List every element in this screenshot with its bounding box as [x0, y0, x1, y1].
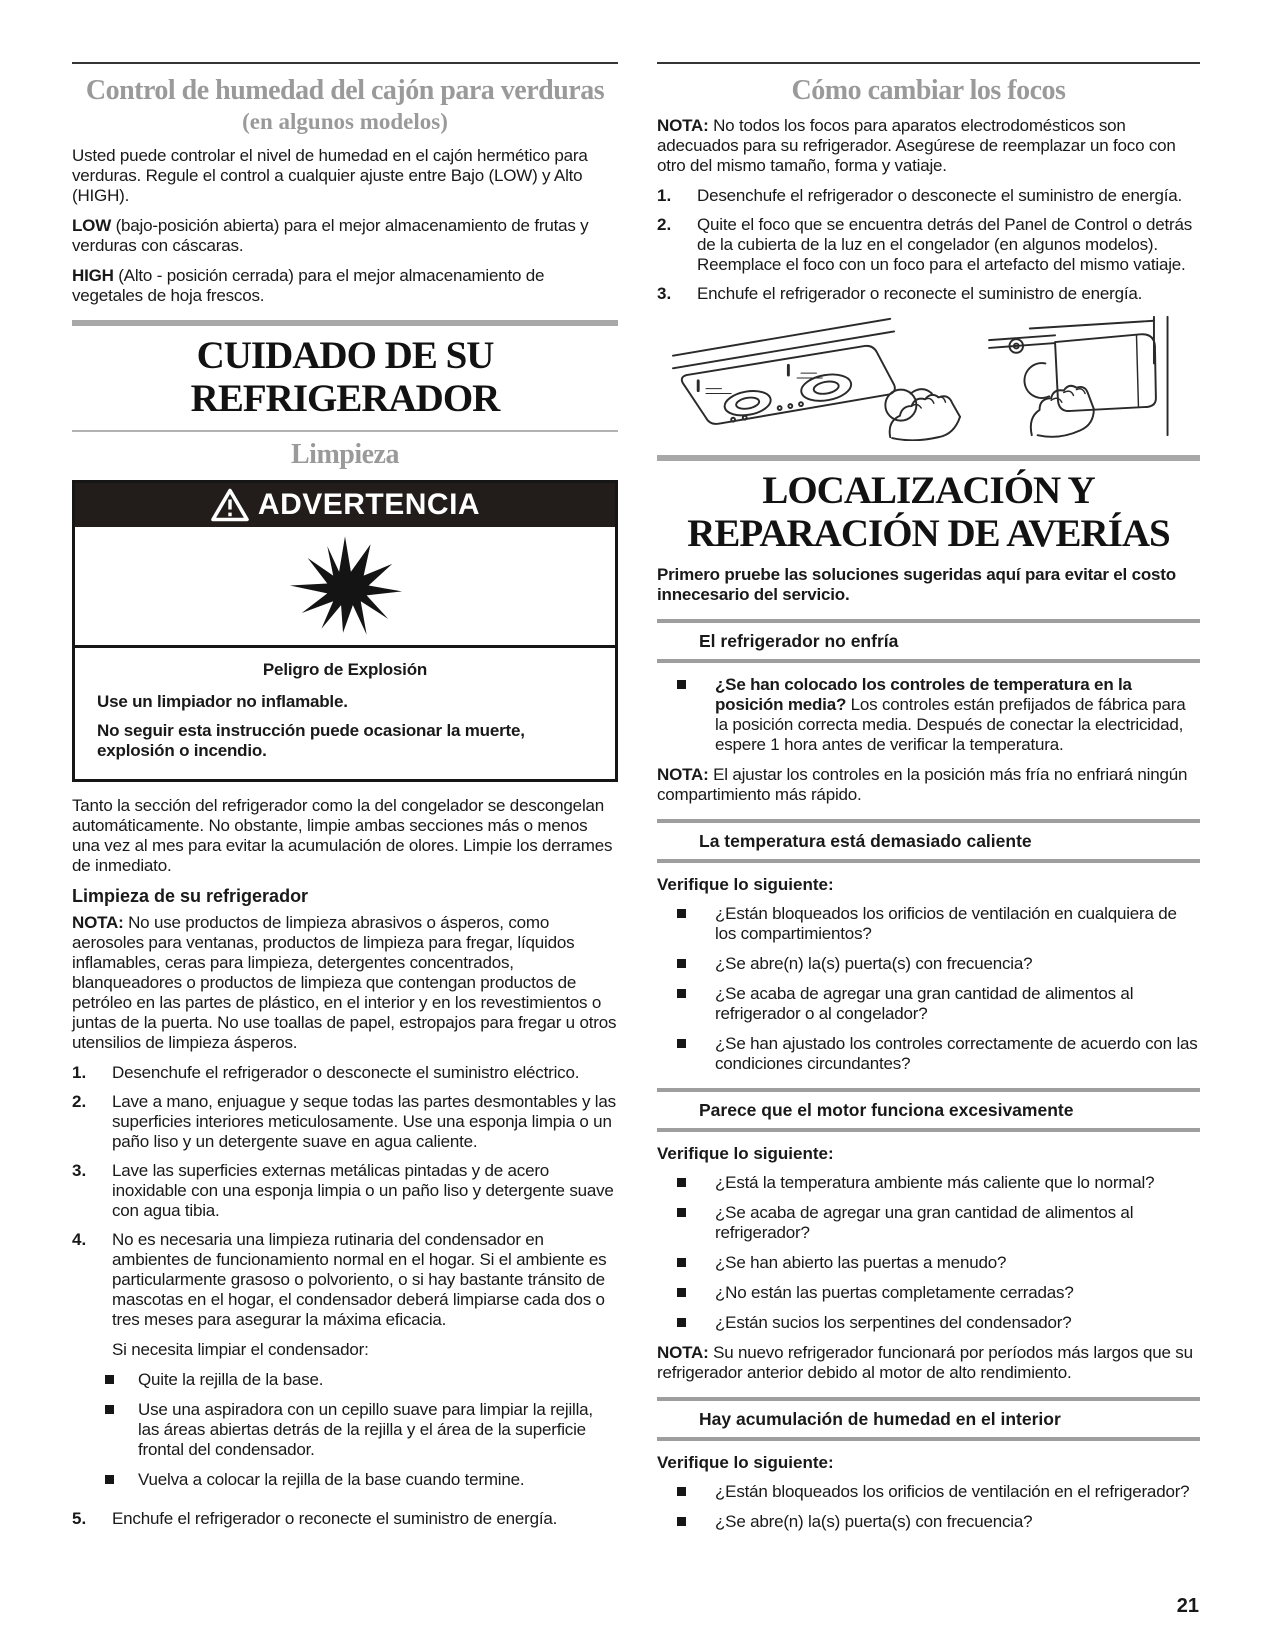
bullet-square-icon — [677, 675, 715, 755]
numbered-step — [72, 1063, 618, 1083]
bullet-item — [657, 1034, 1200, 1074]
cleaning-title: Limpieza — [291, 439, 399, 470]
bullet-text: Vuelva a colocar la rejilla de la base cuando termine. — [138, 1470, 525, 1489]
bullet-text: ¿Está la temperatura ambiente más caliente que lo normal? — [715, 1173, 1155, 1192]
bullet-item — [657, 675, 1200, 755]
bullet-item — [657, 1482, 1200, 1502]
warning-header-bar — [75, 483, 615, 527]
bullet-text: ¿Se han ajustado los controles correctamente de acuerdo con las condiciones circundantes? — [715, 1034, 1198, 1073]
step-text: Desenchufe el refrigerador o desconecte el suministro eléctrico. — [112, 1063, 580, 1082]
step-text: Desenchufe el refrigerador o desconecte el suministro de energía. — [697, 186, 1183, 205]
humidity-section-title: Control de humedad del cajón para verduras — [85, 75, 605, 106]
bullet-item — [105, 1470, 618, 1490]
section-nota — [657, 1343, 1200, 1383]
bulb-replacement-illustration — [657, 313, 1200, 441]
verify-heading: Verifique lo siguiente: — [657, 875, 834, 894]
numbered-step — [72, 1161, 618, 1221]
step-text — [112, 1230, 618, 1500]
humidity-section-subtitle: (en algunos modelos) — [242, 109, 448, 134]
nota-text: Su nuevo refrigerador funcionará por períodos más largos que su refrigerador anterior debido al motor de alto rendimiento. — [657, 1343, 1193, 1382]
numbered-step — [657, 215, 1200, 275]
high-setting-paragraph — [72, 266, 618, 306]
bullet-item — [105, 1400, 618, 1460]
bulbs-section-title: Cómo cambiar los focos — [791, 75, 1066, 106]
troubleshooting-title — [657, 469, 1200, 555]
troubleshooting-top-rule — [657, 455, 1200, 461]
column-top-rule — [657, 62, 1200, 64]
verify-heading: Verifique lo siguiente: — [657, 1453, 834, 1472]
numbered-step — [72, 1230, 618, 1500]
bullet-text: ¿Están sucios los serpentines del condensador? — [715, 1313, 1072, 1332]
bullet-text: ¿Se acaba de agregar una gran cantidad de alimentos al refrigerador o al congelador? — [715, 984, 1134, 1023]
bullet-text: ¿Se han abierto las puertas a menudo? — [715, 1253, 1007, 1272]
care-title: CUIDADO DE SU REFRIGERADOR — [190, 334, 500, 420]
bullet-item — [657, 1173, 1200, 1193]
bullet-square-icon — [677, 1512, 715, 1532]
bullet-item — [657, 904, 1200, 944]
bullet-text: ¿Están bloqueados los orificios de ventilación en cualquiera de los compartimientos? — [715, 904, 1177, 943]
bullet-item — [657, 954, 1200, 974]
numbered-step — [72, 1092, 618, 1152]
step-number: 1. — [72, 1063, 87, 1082]
bullet-text: ¿No están las puertas completamente cerradas? — [715, 1283, 1074, 1302]
condenser-note: Si necesita limpiar el condensador: — [112, 1340, 369, 1359]
step-number: 2. — [657, 215, 672, 234]
bullet-square-icon — [677, 1283, 715, 1303]
troubleshoot-section-header: Parece que el motor funciona excesivamente — [657, 1088, 1200, 1132]
low-setting-paragraph — [72, 216, 618, 256]
bullet-text: ¿Se acaba de agregar una gran cantidad de alimentos al refrigerador? — [715, 1203, 1134, 1242]
warning-text-area — [75, 648, 615, 779]
bullet-item — [657, 1253, 1200, 1273]
bullet-item — [657, 984, 1200, 1024]
bullet-square-icon — [677, 1034, 715, 1074]
numbered-step — [72, 1509, 618, 1529]
warning-header-label: ADVERTENCIA — [257, 488, 481, 521]
bullet-square-icon — [677, 1482, 715, 1502]
high-label: HIGH — [72, 266, 114, 285]
bullet-square-icon — [677, 1253, 715, 1273]
bullet-item — [657, 1313, 1200, 1333]
bullet-text — [715, 675, 1200, 755]
bullet-square-icon — [105, 1370, 138, 1390]
step-number: 2. — [72, 1092, 87, 1111]
bullet-square-icon — [677, 1173, 715, 1193]
verify-heading: Verifique lo siguiente: — [657, 1144, 834, 1163]
troubleshoot-section-header: El refrigerador no enfría — [657, 619, 1200, 663]
step-number: 3. — [657, 284, 672, 303]
left-column — [72, 62, 618, 1538]
bullet-item — [657, 1203, 1200, 1243]
bullet-square-icon — [677, 1313, 715, 1333]
warning-box — [72, 480, 618, 782]
nota-text: No use productos de limpieza abrasivos o ásperos, como aerosoles para ventanas, productos de limpieza para fregar, líquidos inflamables, ceras para limpieza, detergentes concentrados, blanqueadores o productos de limpieza que contengan productos de petróleo en las partes de plástico, en el interior y en los revestimientos o juntas de la puerta. No use toallas de papel, estropajos para fregar u otros utensilios de limpieza ásperos. — [72, 913, 617, 1052]
bullet-square-icon — [677, 984, 715, 1024]
step-number: 1. — [657, 186, 672, 205]
bullet-text: ¿Se abre(n) la(s) puerta(s) con frecuencia? — [715, 954, 1033, 973]
defrost-paragraph: Tanto la sección del refrigerador como la del congelador se descongelan automáticamente. No obstante, limpie ambas secciones más o menos una vez al mes para evitar la acumulación de olores. Limpie los derrames de inmediato. — [72, 796, 613, 875]
warning-line-1: Use un limpiador no inflamable. — [97, 692, 348, 711]
warning-triangle-icon — [210, 487, 250, 523]
troubleshooting-title-line1: LOCALIZACIÓN Y — [762, 469, 1095, 512]
troubleshooting-intro: Primero pruebe las soluciones sugeridas aquí para evitar el costo innecesario del servicio. — [657, 565, 1176, 604]
bullet-text: ¿Están bloqueados los orificios de ventilación en el refrigerador? — [715, 1482, 1190, 1501]
section-nota — [657, 765, 1200, 805]
warning-line-2: No seguir esta instrucción puede ocasionar la muerte, explosión o incendio. — [97, 721, 525, 760]
bullet-text: ¿Se abre(n) la(s) puerta(s) con frecuencia? — [715, 1512, 1033, 1531]
step-text: Enchufe el refrigerador o reconecte el suministro de energía. — [697, 284, 1143, 303]
column-top-rule — [72, 62, 618, 64]
step-text-main: No es necesaria una limpieza rutinaria del condensador en ambientes de funcionamiento normal en el hogar. Si el ambiente es particularmente grasoso o polvoriento, o si hay bastante tránsito de mascotas en el hogar, el condensador deberá limpiarse cada dos o tres meses para asegurar la máxima eficacia. — [112, 1230, 607, 1329]
right-column — [657, 62, 1200, 1542]
humidity-paragraph: Usted puede controlar el nivel de humedad en el cajón hermético para verduras. Regule el control a cualquier ajuste entre Bajo (LOW) y Alto (HIGH). — [72, 146, 588, 205]
low-text: (bajo-posición abierta) para el mejor almacenamiento de frutas y verduras con cáscaras. — [72, 216, 589, 255]
troubleshoot-section-header: La temperatura está demasiado caliente — [657, 819, 1200, 863]
cleaning-subheading: Limpieza de su refrigerador — [72, 886, 309, 906]
page-number: 21 — [1176, 1595, 1199, 1617]
bulbs-nota — [657, 116, 1200, 176]
step-number: 5. — [72, 1509, 87, 1528]
high-text: (Alto - posición cerrada) para el mejor almacenamiento de vegetales de hoja frescos. — [72, 266, 545, 305]
bullet-square-icon — [105, 1470, 138, 1490]
nota-label: NOTA: — [657, 116, 709, 135]
cleaning-nota — [72, 913, 618, 1053]
care-bottom-rule — [72, 430, 618, 432]
bullet-text: Use una aspiradora con un cepillo suave para limpiar la rejilla, las áreas abiertas detrás de la rejilla y el área de la superficie frontal del condensador. — [138, 1400, 593, 1459]
bullet-square-icon — [105, 1400, 138, 1460]
nota-label: NOTA: — [657, 765, 709, 784]
bullet-square-icon — [677, 1203, 715, 1243]
nota-text: El ajustar los controles en la posición más fría no enfriará ningún compartimiento más rápido. — [657, 765, 1188, 804]
freezer-light-cover-drawing — [989, 317, 1167, 437]
bullet-rest: Los controles están prefijados de fábrica para la posición correcta media. Después de conectar la electricidad, espere 1 hora antes de verificar la temperatura. — [715, 695, 1186, 754]
bullet-item — [105, 1370, 618, 1390]
troubleshoot-section-header: Hay acumulación de humedad en el interior — [657, 1397, 1200, 1441]
control-panel-bulb-drawing — [673, 319, 960, 440]
nota-label: NOTA: — [72, 913, 124, 932]
bullet-bold-lead: ¿Se han colocado los controles de temperatura en la posición media? — [715, 675, 1132, 714]
nota-text: No todos los focos para aparatos electrodomésticos son adecuados para su refrigerador. Asegúrese de reemplazar un foco con otro del mismo tamaño, forma y vatiaje. — [657, 116, 1176, 175]
bullet-text: Quite la rejilla de la base. — [138, 1370, 324, 1389]
troubleshooting-title-line2: REPARACIÓN DE AVERÍAS — [687, 512, 1170, 555]
bullet-square-icon — [677, 904, 715, 944]
numbered-step — [657, 284, 1200, 304]
low-label: LOW — [72, 216, 112, 235]
explosion-icon-area — [75, 527, 615, 648]
step-text: Quite el foco que se encuentra detrás del Panel de Control o detrás de la cubierta de la luz en el congelador (en algunos modelos). Reemplace el foco con un foco para el artefacto del mismo vatiaje. — [697, 215, 1193, 274]
bullet-square-icon — [677, 954, 715, 974]
step-number: 4. — [72, 1230, 87, 1249]
step-text: Lave las superficies externas metálicas pintadas y de acero inoxidable con una esponja limpia o un paño liso y detergente suave con agua tibia. — [112, 1161, 614, 1220]
danger-title: Peligro de Explosión — [262, 660, 428, 679]
care-top-rule — [72, 320, 618, 326]
nota-label: NOTA: — [657, 1343, 709, 1362]
bullet-item — [657, 1283, 1200, 1303]
explosion-icon — [286, 534, 404, 638]
step-number: 3. — [72, 1161, 87, 1180]
step-text: Enchufe el refrigerador o reconecte el suministro de energía. — [112, 1509, 558, 1528]
numbered-step — [657, 186, 1200, 206]
bullet-item — [657, 1512, 1200, 1532]
step-text: Lave a mano, enjuague y seque todas las partes desmontables y las superficies interiores meticulosamente. Use una esponja limpia o un paño liso y un detergente suave en agua caliente. — [112, 1092, 616, 1151]
